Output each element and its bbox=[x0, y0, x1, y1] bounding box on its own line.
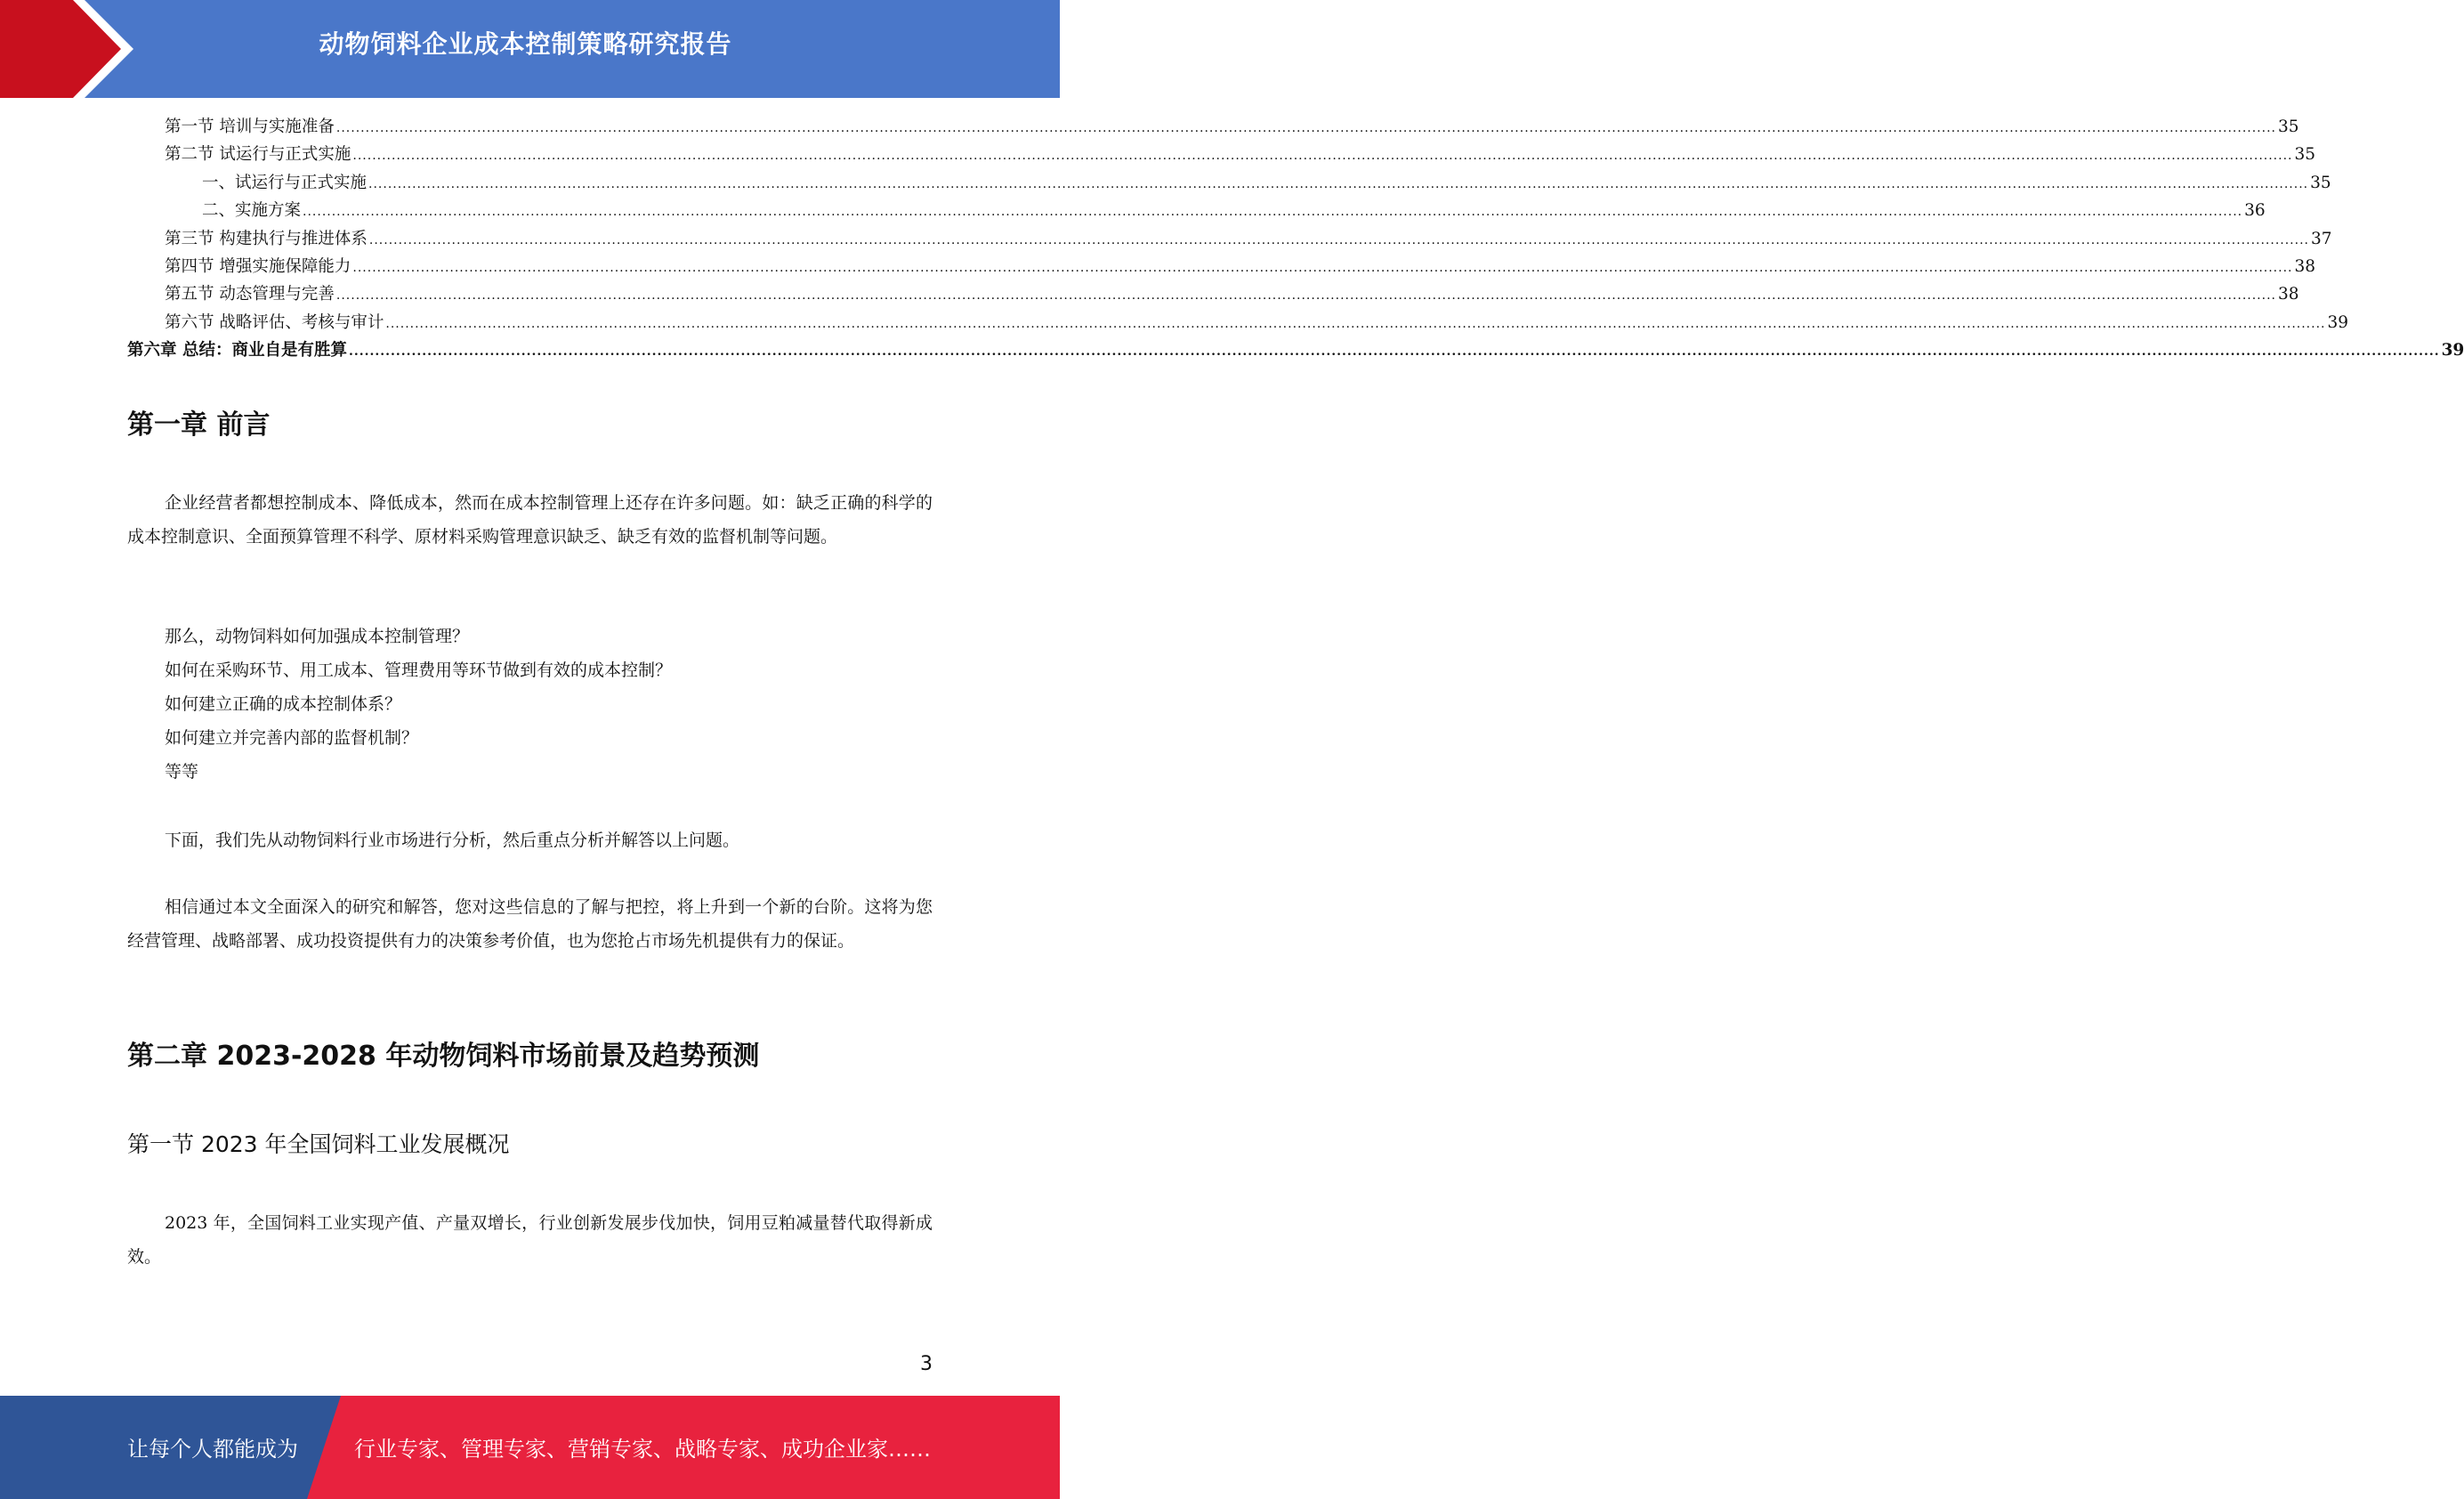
section1-heading: 第一节 2023 年全国饲料工业发展概况 bbox=[127, 1131, 510, 1157]
section1-paragraph-1: 2023 年，全国饲料工业实现产值、产量双增长，行业创新发展步伐加快，饲用豆粕减量替代取得新成效。 bbox=[127, 1213, 933, 1267]
toc-entry-page: 38 bbox=[2277, 285, 2299, 304]
toc-dot-leader: ................................................................................................................................................................................................................................................................................................................................................................................................................ bbox=[352, 149, 2293, 164]
list-item: 那么，动物饲料如何加强成本控制管理？ bbox=[165, 627, 470, 646]
toc-entry-title: 一、试运行与正式实施 bbox=[202, 173, 368, 192]
page-header bbox=[0, 0, 1060, 98]
toc-entry-title: 二、实施方案 bbox=[202, 201, 302, 221]
toc-dot-leader: ................................................................................................................................................................................................................................................................................................................................................................................................................ bbox=[368, 232, 2309, 247]
toc-entry-title: 第四节 增强实施保障能力 bbox=[165, 256, 351, 276]
toc-entry-title: 第一节 培训与实施准备 bbox=[165, 117, 335, 136]
toc-entry-page: 38 bbox=[2294, 256, 2316, 276]
chapter1-paragraph-3: 相信通过本文全面深入的研究和解答，您对这些信息的了解与把控，将上升到一个新的台阶。这将为您经营管理、战略部署、成功投资提供有力的决策参考价值，也为您抢占市场先机提供有力的保证。 bbox=[127, 897, 933, 951]
footer-slogan-left: 让每个人都能成为 bbox=[127, 1437, 298, 1462]
list-item: 如何建立并完善内部的监督机制？ bbox=[165, 728, 419, 748]
toc-dot-leader: ................................................................................................................................................................................................................................................................................................................................................................................................................ bbox=[352, 260, 2293, 275]
toc-entry-page: 36 bbox=[2244, 201, 2266, 221]
toc-entry[interactable] bbox=[127, 281, 2299, 309]
list-item: 等等 bbox=[165, 762, 199, 782]
toc-entry-title: 第五节 动态管理与完善 bbox=[165, 285, 335, 304]
toc-dot-leader: ................................................................................................................................................................................................................................................................................................................................................................................................................ bbox=[335, 288, 2276, 304]
toc-entry[interactable] bbox=[127, 198, 2266, 225]
toc-dot-leader: ................................................................................................................................................................................................................................................................................................................................................................................................................ bbox=[385, 316, 2326, 331]
toc-entry-page: 37 bbox=[2310, 229, 2332, 248]
toc-entry-title: 第六章 总结：商业自是有胜算 bbox=[127, 341, 347, 361]
toc-entry-page: 35 bbox=[2294, 145, 2316, 165]
toc-entry-page: 39 bbox=[2441, 341, 2464, 361]
header-red-chevron bbox=[0, 0, 121, 98]
chapter2-heading: 第二章 2023-2028 年动物饲料市场前景及趋势预测 bbox=[127, 1041, 760, 1072]
header-title: 动物饲料企业成本控制策略研究报告 bbox=[319, 29, 732, 59]
footer-slogan-right: 行业专家、管理专家、营销专家、战略专家、成功企业家…… bbox=[354, 1437, 931, 1462]
toc-dot-leader: ................................................................................................................................................................................................................................................................................................................................................................................................................ bbox=[368, 176, 2309, 191]
toc-entry-page: 35 bbox=[2277, 117, 2299, 136]
toc-entry[interactable] bbox=[127, 337, 2464, 365]
toc-entry[interactable] bbox=[127, 114, 2299, 142]
page-number: 3 bbox=[920, 1353, 933, 1375]
toc-dot-leader: ................................................................................................................................................................................................................................................................................................................................................................................................................ bbox=[335, 121, 2276, 135]
toc-entry-title: 第二节 试运行与正式实施 bbox=[165, 145, 351, 165]
toc-entry-title: 第六节 战略评估、考核与审计 bbox=[165, 312, 384, 332]
toc-entry-title: 第三节 构建执行与推进体系 bbox=[165, 229, 368, 248]
chapter1-paragraph-2: 下面，我们先从动物饲料行业市场进行分析，然后重点分析并解答以上问题。 bbox=[165, 831, 740, 850]
toc-dot-leader: ................................................................................................................................................................................................................................................................................................................................................................................................................ bbox=[348, 344, 2440, 360]
question-list bbox=[165, 620, 930, 789]
toc-entry[interactable] bbox=[127, 226, 2332, 254]
page-footer bbox=[0, 1396, 1060, 1499]
list-item: 如何建立正确的成本控制体系？ bbox=[165, 694, 402, 714]
table-of-contents bbox=[127, 114, 2464, 366]
toc-entry[interactable] bbox=[127, 254, 2316, 281]
chapter1-paragraph-1: 企业经营者都想控制成本、降低成本，然而在成本控制管理上还存在许多问题。如：缺乏正确的科学的成本控制意识、全面预算管理不科学、原材料采购管理意识缺乏、缺乏有效的监督机制等问题。 bbox=[127, 493, 933, 547]
toc-entry[interactable] bbox=[127, 310, 2349, 337]
chapter1-heading: 第一章 前言 bbox=[127, 409, 271, 441]
toc-entry[interactable] bbox=[127, 170, 2331, 198]
toc-entry-page: 35 bbox=[2310, 173, 2331, 192]
list-item: 如何在采购环节、用工成本、管理费用等环节做到有效的成本控制？ bbox=[165, 660, 673, 680]
toc-entry-page: 39 bbox=[2327, 312, 2349, 332]
toc-entry[interactable] bbox=[127, 142, 2316, 169]
toc-dot-leader: ................................................................................................................................................................................................................................................................................................................................................................................................................ bbox=[303, 205, 2243, 220]
